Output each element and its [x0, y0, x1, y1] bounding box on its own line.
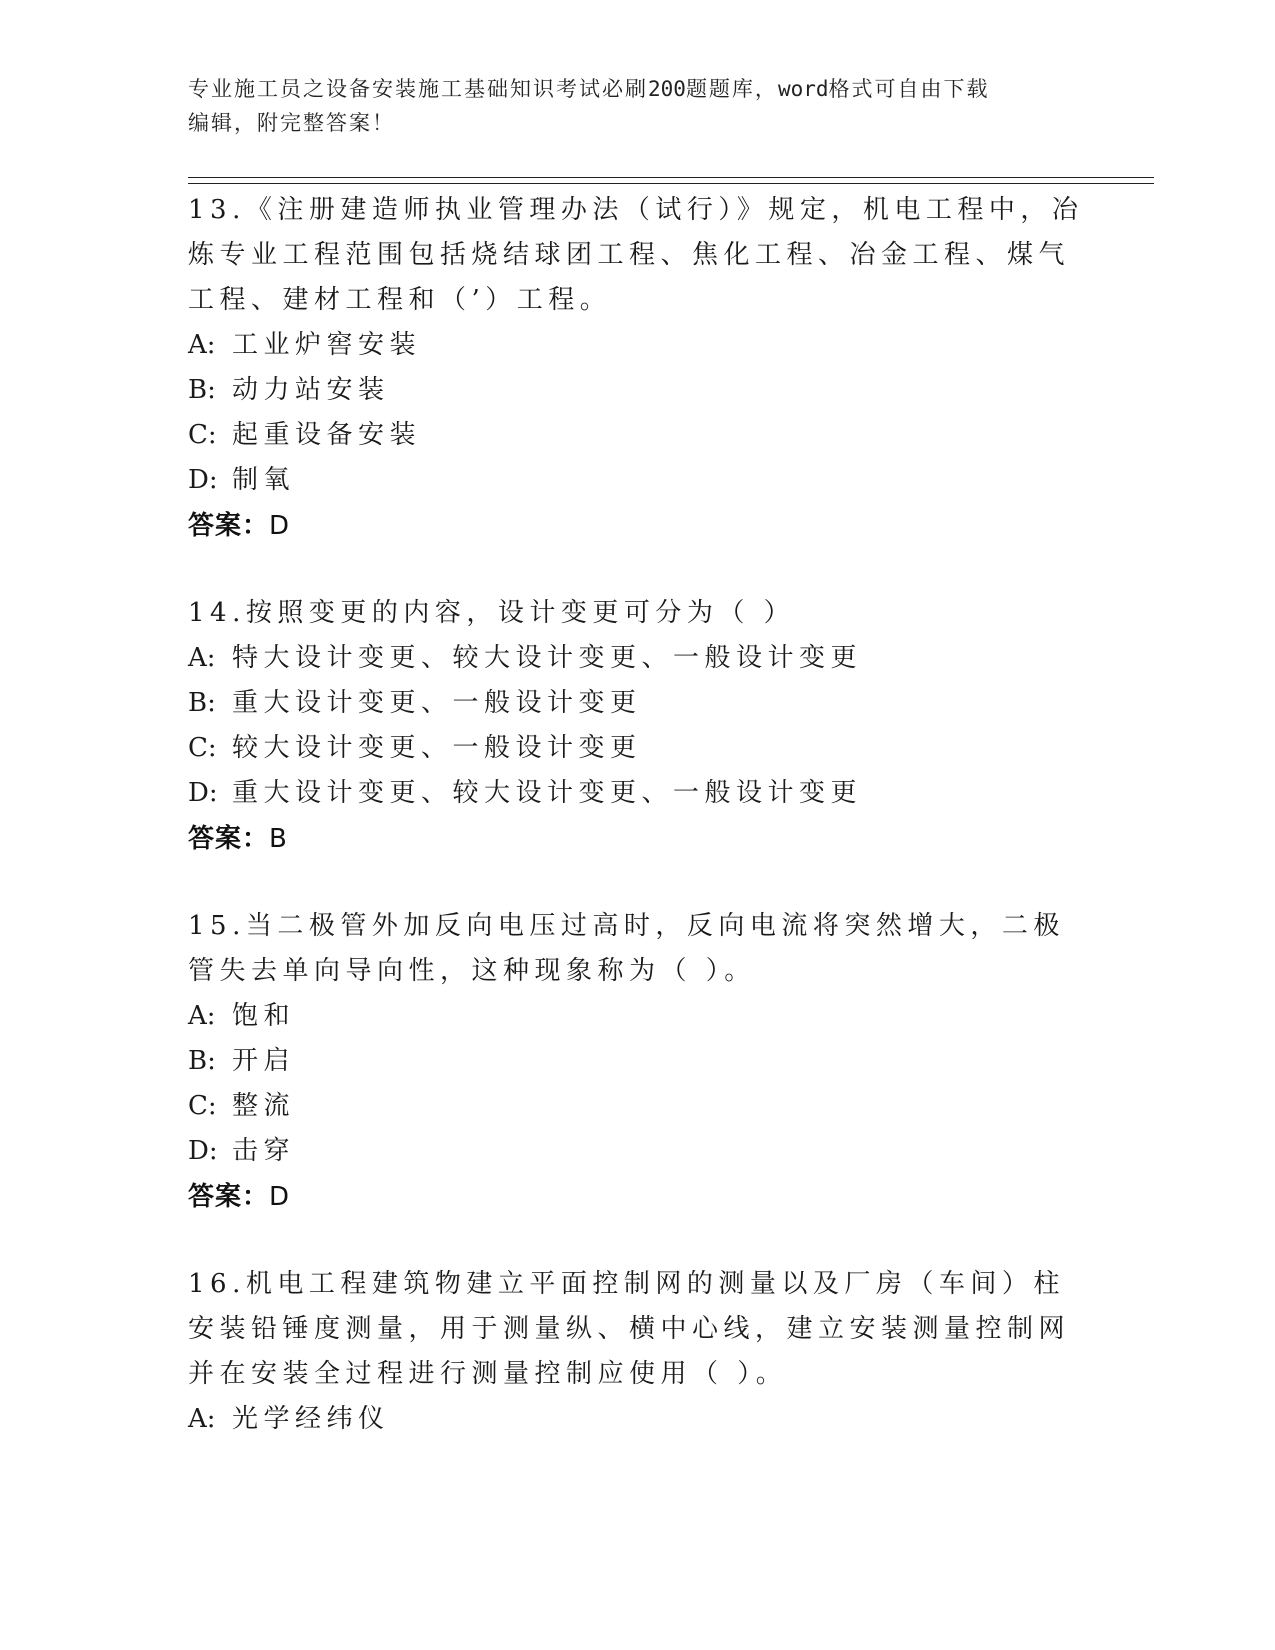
- answer-label: 答案：: [188, 824, 270, 854]
- header-line-2: 编辑，附完整答案！: [188, 111, 395, 135]
- option-text: 光学经纬仪: [232, 1404, 390, 1434]
- header-count: 200: [648, 77, 686, 101]
- option-text: 重大设计变更、一般设计变更: [232, 688, 642, 718]
- answer-line: [188, 1174, 1088, 1220]
- option-letter: B:: [188, 1046, 216, 1076]
- answer-line: [188, 503, 1088, 549]
- option-d: [188, 458, 1088, 503]
- option-letter: A:: [188, 1001, 216, 1031]
- answer-value: D: [269, 1182, 291, 1212]
- option-letter: C:: [188, 420, 217, 450]
- option-letter: A:: [188, 330, 216, 360]
- option-text: 击穿: [232, 1136, 296, 1166]
- document-header: [188, 72, 1068, 140]
- question-list: [188, 188, 1088, 1484]
- option-text: 饱和: [232, 1001, 296, 1031]
- header-text-suffix: 格式可自由下载: [828, 77, 990, 101]
- option-text: 整流: [232, 1091, 296, 1121]
- question-14: [188, 591, 1088, 862]
- option-b: [188, 368, 1088, 413]
- option-letter: C:: [188, 1091, 217, 1121]
- answer-value: B: [269, 824, 288, 854]
- option-d: [188, 771, 1088, 816]
- option-a: [188, 636, 1088, 681]
- header-word: word: [777, 77, 829, 101]
- header-divider-bottom: [188, 183, 1154, 184]
- option-text: 特大设计变更、较大设计变更、一般设计变更: [232, 643, 863, 673]
- option-c: [188, 726, 1088, 771]
- option-letter: D:: [188, 465, 218, 495]
- option-letter: D:: [188, 1136, 218, 1166]
- option-letter: C:: [188, 733, 217, 763]
- option-b: [188, 1039, 1088, 1084]
- option-text: 起重设备安装: [232, 420, 422, 450]
- option-text: 动力站安装: [232, 375, 390, 405]
- option-text: 开启: [232, 1046, 296, 1076]
- option-letter: B:: [188, 375, 216, 405]
- option-text: 重大设计变更、较大设计变更、一般设计变更: [232, 778, 863, 808]
- answer-label: 答案：: [188, 511, 270, 541]
- option-text: 制氧: [232, 465, 296, 495]
- answer-value: D: [269, 511, 291, 541]
- option-c: [188, 413, 1088, 458]
- option-a: [188, 994, 1088, 1039]
- question-text: 16.机电工程建筑物建立平面控制网的测量以及厂房（车间）柱安装铅锤度测量，用于测量纵、横中心线，建立安装测量控制网并在安装全过程进行测量控制应使用（ ）。: [188, 1269, 1071, 1389]
- question-15: [188, 904, 1088, 1220]
- question-text: 14.按照变更的内容，设计变更可分为（ ）: [188, 598, 796, 628]
- question-text: 13.《注册建造师执业管理办法（试行）》规定，机电工程中，冶炼专业工程范围包括烧结球团工程、焦化工程、冶金工程、煤气工程、建材工程和（’）工程。: [188, 195, 1084, 315]
- option-letter: A:: [188, 1404, 216, 1434]
- option-letter: D:: [188, 778, 218, 808]
- option-text: 工业炉窖安装: [232, 330, 422, 360]
- option-letter: A:: [188, 643, 216, 673]
- option-c: [188, 1084, 1088, 1129]
- question-16: [188, 1262, 1088, 1442]
- header-text-prefix: 专业施工员之设备安装施工基础知识考试必刷: [188, 77, 648, 101]
- option-a: [188, 323, 1088, 368]
- answer-label: 答案：: [188, 1182, 270, 1212]
- question-13: [188, 188, 1088, 549]
- option-letter: B:: [188, 688, 216, 718]
- option-a: [188, 1397, 1088, 1442]
- header-text-mid: 题题库，: [685, 77, 778, 101]
- answer-line: [188, 816, 1088, 862]
- option-text: 较大设计变更、一般设计变更: [232, 733, 642, 763]
- option-b: [188, 681, 1088, 726]
- question-text: 15.当二极管外加反向电压过高时，反向电流将突然增大，二极管失去单向导向性，这种现象称为（ ）。: [188, 911, 1065, 986]
- option-d: [188, 1129, 1088, 1174]
- header-divider-top: [188, 177, 1154, 178]
